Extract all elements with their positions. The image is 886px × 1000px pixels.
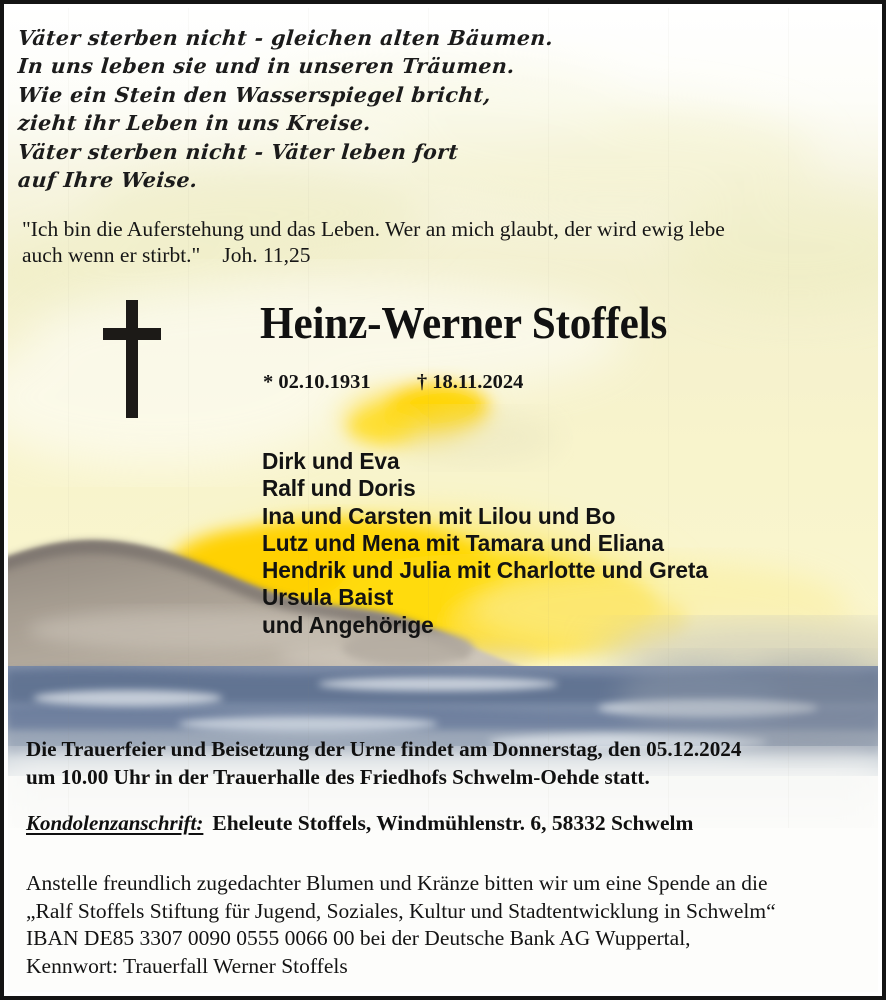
mourner-line: Lutz und Mena mit Tamara und Eliana [262,529,664,556]
donation-line: Anstelle freundlich zugedachter Blumen und Kränze bitten wir um eine Spende an die [26,871,768,895]
birth-symbol: * [263,371,274,393]
scripture-quote [22,216,862,268]
cross-vertical-bar [126,300,138,418]
notice-inner-panel [8,8,878,992]
deceased-name: Heinz-Werner Stoffels [260,297,668,348]
ceremony-line-2: um 10.00 Uhr in der Trauerhalle des Friedhofs Schwelm-Oehde statt. [26,764,650,789]
mourners-list [262,448,862,639]
condolence-value: Eheleute Stoffels, Windmühlenstr. 6, 58332 Schwelm [212,811,694,835]
life-dates [263,371,523,394]
poem-line: auf Ihre Weise. [16,168,199,193]
quote-line-2-text: auch wenn er stirbt." [22,243,201,267]
mourner-line: Hendrik und Julia mit Charlotte und Greta [262,557,708,584]
quote-reference: Joh. 11,25 [222,243,311,267]
death-date: 18.11.2024 [432,371,524,393]
poem-line: Väter sterben nicht - Väter leben fort [16,139,460,164]
poem-line: zieht ihr Leben in uns Kreise. [16,111,373,136]
poem-line: In uns leben sie und in unseren Träumen. [16,54,516,79]
condolence-label: Kondolenzanschrift: [26,811,204,835]
cross-horizontal-bar [103,328,161,340]
donation-line: Kennwort: Trauerfall Werner Stoffels [26,953,348,978]
birth-date: 02.10.1931 [278,371,371,393]
condolence-address [26,811,693,836]
mourner-line: Ralf und Doris [262,475,416,502]
donation-request [26,870,876,980]
death-symbol: † [416,371,428,393]
donation-line: IBAN DE85 3307 0090 0555 0066 00 bei der Deutsche Bank AG Wuppertal, [26,926,691,950]
christian-cross-icon [103,300,161,418]
quote-line-2 [22,242,862,268]
ceremony-line-1: Die Trauerfeier und Beisetzung der Urne findet am Donnerstag, den 05.12.2024 [26,737,742,761]
donation-line: „Ralf Stoffels Stiftung für Jugend, Soziales, Kultur und Stadtentwicklung in Schwelm“ [26,898,776,923]
mourner-line: Ina und Carsten mit Lilou und Bo [262,502,616,529]
memorial-poem [18,24,658,194]
poem-line: Wie ein Stein den Wasserspiegel bricht, [16,82,493,107]
poem-line: Väter sterben nicht - gleichen alten Bäumen. [16,26,555,50]
mourner-line: und Angehörige [262,611,434,638]
mourner-line: Ursula Baist [262,584,394,611]
mourner-line: Dirk und Eva [262,448,400,474]
quote-line-1: "Ich bin die Auferstehung und das Leben. Wer an mich glaubt, der wird ewig lebe [22,217,725,241]
ceremony-details [26,736,866,791]
notice-content [8,8,878,992]
